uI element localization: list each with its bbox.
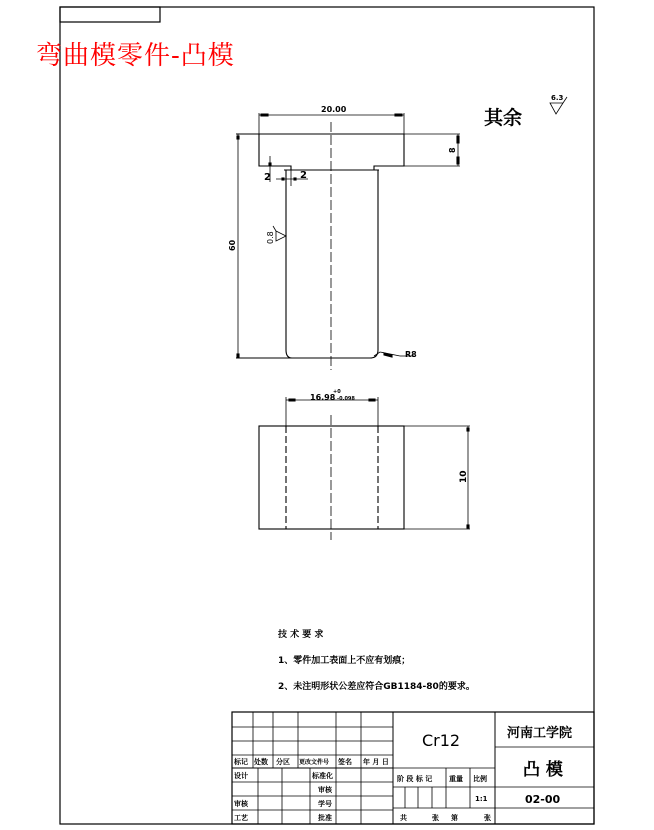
surface-finish-value: 6.3 (551, 94, 564, 102)
dim-side-thickness: 10 (459, 470, 469, 483)
tb-drawing-number: 02-00 (525, 793, 561, 806)
tb-process: 工艺 (234, 814, 248, 822)
tb-ratio: 比例 (473, 775, 487, 783)
tb-check: 审核 (234, 800, 248, 808)
stem-surface-finish: 0.8 (266, 231, 275, 244)
tb-sign: 签名 (338, 758, 352, 766)
tb-mark: 标记 (234, 758, 248, 766)
dim-total-height: 60 (228, 239, 237, 251)
side-view (259, 397, 470, 540)
tech-req-item-1: 1、零件加工表面上不应有划痕； (278, 656, 411, 666)
tech-req-item-2: 2、未注明形状公差应符合GB1184-80的要求。 (278, 682, 475, 692)
code-box (60, 7, 160, 22)
dim-head-height: 8 (448, 147, 457, 153)
tb-change-doc: 更改文件号 (299, 759, 330, 766)
tb-count: 处数 (254, 758, 268, 766)
dim-step-left: 2 (264, 172, 271, 183)
drawing-title: 弯曲模零件-凸模 (36, 41, 235, 71)
tb-design: 设计 (234, 772, 248, 780)
tb-student-id: 学号 (318, 800, 332, 808)
tb-weight: 重量 (449, 775, 463, 783)
tb-part-name: 凸 模 (523, 760, 563, 780)
tb-page: 第 (451, 814, 458, 822)
surface-finish-label: 其余 (484, 107, 523, 129)
tb-zone: 分区 (276, 758, 290, 766)
tb-total: 共 (400, 814, 407, 822)
tb-stage-mark: 阶 段 标 记 (397, 775, 433, 783)
tb-sheet: 张 (432, 814, 439, 822)
tb-standardize: 标准化 (312, 772, 333, 780)
tb-date: 年 月 日 (363, 758, 389, 766)
dim-fillet-radius: R8 (405, 350, 417, 359)
tb-school: 河南工学院 (507, 726, 573, 741)
tb-material: Cr12 (422, 731, 461, 750)
dim-head-width: 20.00 (321, 105, 347, 114)
dim-step-right: 2 (300, 170, 307, 181)
tb-approve: 批准 (318, 814, 332, 822)
tb-scale: 1:1 (475, 795, 488, 803)
tb-review: 审核 (318, 786, 332, 794)
drawing-border (60, 7, 594, 824)
dim-stem-width: 16.98 (310, 393, 336, 402)
dim-stem-tol-lower: -0.098 (337, 396, 355, 402)
tb-sheet2: 张 (484, 814, 491, 822)
tech-req-heading: 技 术 要 求 (278, 630, 324, 640)
dim-stem-tol-upper: +0 (333, 389, 341, 395)
